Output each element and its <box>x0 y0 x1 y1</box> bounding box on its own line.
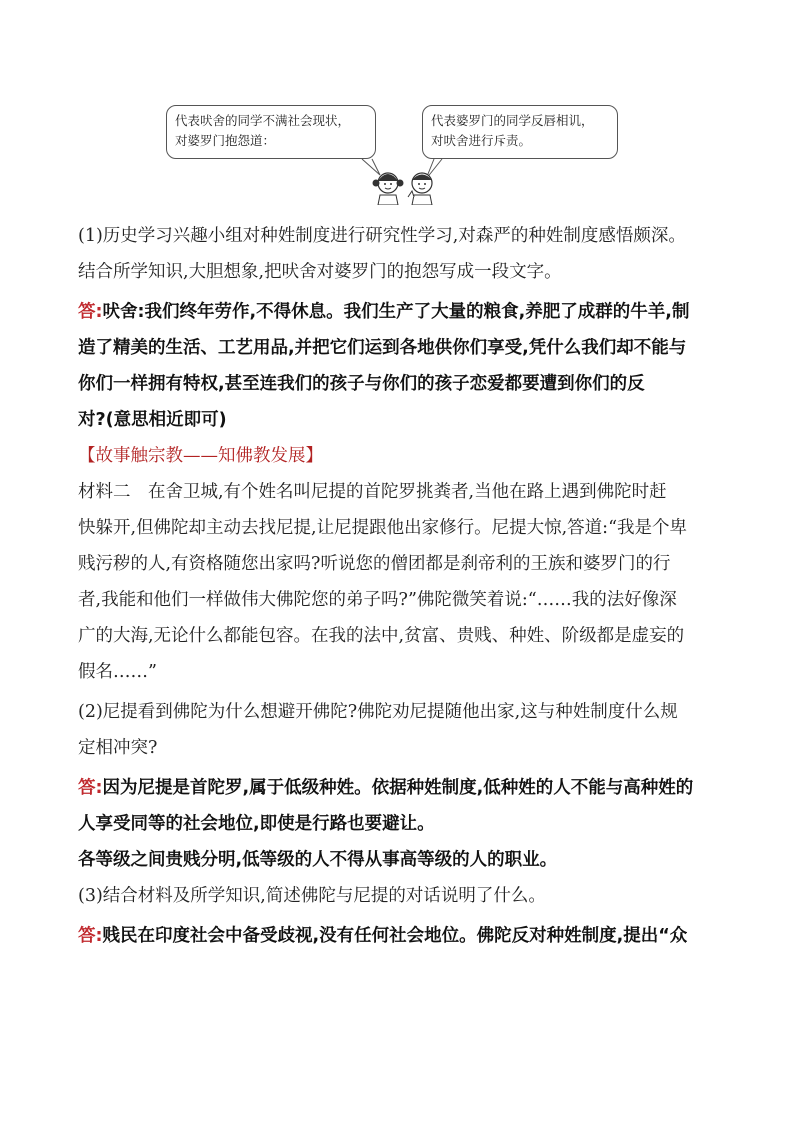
material-line: 材料二 在舍卫城,有个姓名叫尼提的首陀罗挑粪者,当他在路上遇到佛陀时赶 <box>78 482 667 502</box>
answer-line: 你们一样拥有特权,甚至连我们的孩子与你们的孩子恋爱都要遭到你们的反 <box>78 374 645 394</box>
section-heading: 【故事触宗教——知佛教发展】 <box>78 446 323 466</box>
answer-label: 答: <box>78 926 103 946</box>
question-3 <box>78 880 722 912</box>
question-line: 结合所学知识,大胆想象,把吠舍对婆罗门的抱怨写成一段文字。 <box>78 262 562 282</box>
answer-line: 对?(意思相近即可) <box>78 410 227 430</box>
material-line: 广的大海,无论什么都能包容。在我的法中,贫富、贵贱、种姓、阶级都是虚妄的 <box>78 626 685 646</box>
answer-3 <box>78 920 722 952</box>
question-2 <box>78 696 722 764</box>
answer-line: 造了精美的生活、工艺用品,并把它们运到各地供你们享受,凭什么我们却不能与 <box>78 338 687 358</box>
material-line: 者,我能和他们一样做伟大佛陀您的弟子吗?”佛陀微笑着说:“……我的法好像深 <box>78 590 677 610</box>
material-line: 贱污秽的人,有资格随您出家吗?听说您的僧团都是刹帝利的王族和婆罗门的行 <box>78 554 671 574</box>
bubble-line: 对吠舍进行斥责。 <box>431 133 532 148</box>
answer-1 <box>78 296 722 436</box>
bubble-line: 代表吠舍的同学不满社会现状， <box>175 113 351 128</box>
answer-2 <box>78 772 722 876</box>
question-line: (2)尼提看到佛陀为什么想避开佛陀?佛陀劝尼提随他出家,这与种姓制度什么规 <box>78 702 678 722</box>
two-students-cartoon <box>342 153 462 205</box>
answer-line: 各等级之间贵贱分明,低等级的人不得从事高等级的人的职业。 <box>78 850 558 870</box>
bubble-line: 代表婆罗门的同学反唇相讥， <box>431 113 594 128</box>
answer-line: 因为尼提是首陀罗,属于低级种姓。依据种姓制度,低种姓的人不能与高种姓的 <box>102 778 694 798</box>
answer-line: 贱民在印度社会中备受歧视,没有任何社会地位。佛陀反对种姓制度,提出“众 <box>102 926 688 946</box>
material-2 <box>78 476 722 688</box>
document-body <box>78 220 722 952</box>
brahmin-speech-bubble <box>422 105 618 159</box>
question-line: (1)历史学习兴趣小组对种姓制度进行研究性学习,对森严的种姓制度感悟颇深。 <box>78 226 686 246</box>
illustration <box>166 105 636 205</box>
question-line: (3)结合材料及所学知识,简述佛陀与尼提的对话说明了什么。 <box>78 886 546 906</box>
answer-label: 答: <box>78 302 103 322</box>
bubble-line: 对婆罗门抱怨道： <box>175 133 276 148</box>
answer-label: 答: <box>78 778 103 798</box>
question-1 <box>78 220 722 288</box>
question-line: 定相冲突? <box>78 738 158 758</box>
vaishya-speech-bubble <box>166 105 376 159</box>
answer-line: 人享受同等的社会地位,即使是行路也要避让。 <box>78 814 435 834</box>
answer-line: 吠舍:我们终年劳作,不得休息。我们生产了大量的粮食,养肥了成群的牛羊,制 <box>102 302 690 322</box>
material-line: 快躲开,但佛陀却主动去找尼提,让尼提跟他出家修行。尼提大惊,答道:“我是个卑 <box>78 518 688 538</box>
material-line: 假名……” <box>78 662 157 682</box>
